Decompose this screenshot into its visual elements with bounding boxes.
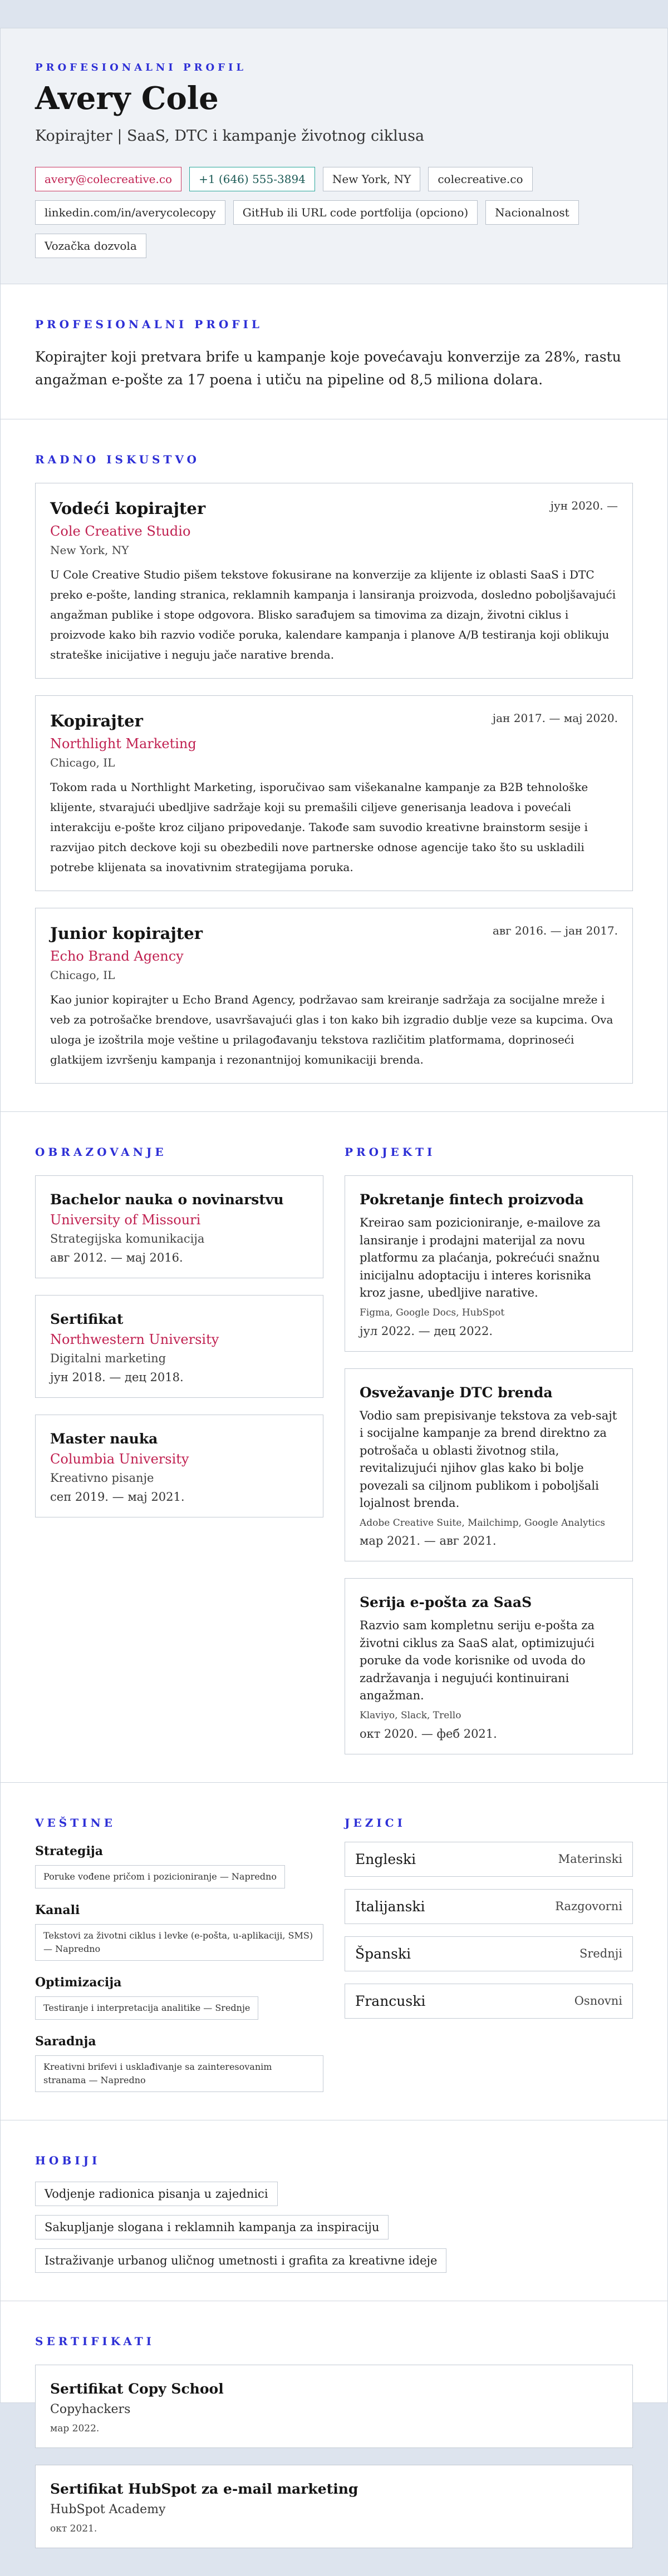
project-title: Serija e-pošta za SaaS (360, 1594, 532, 1611)
certificate-title: Sertifikat HubSpot za e-mail marketing (50, 2480, 358, 2497)
skill-item: Poruke vođene pričom i pozicioniranje — Napredno (35, 1865, 285, 1888)
education-card (35, 1295, 323, 1398)
education-dates: авг 2012. — мај 2016. (50, 1251, 183, 1265)
project-dates: јул 2022. — дец 2022. (360, 1324, 493, 1338)
hobby-list (35, 2182, 633, 2273)
linkedin-chip[interactable]: linkedin.com/in/averycolecopy (35, 200, 225, 225)
resume-page (0, 28, 668, 2534)
skill-category: Saradnja (35, 2034, 96, 2049)
skill-group (35, 1903, 323, 1961)
study-field: Digitalni marketing (50, 1352, 166, 1366)
profile-summary: Kopirajter koji pretvara brife u kampanje koje povećavaju konverzije za 28%, rastu angažman e-pošte za 17 poena i utiču na pipeline od 8,5 miliona dolara. (35, 348, 621, 388)
education-projects-section (1, 1112, 667, 1782)
project-card (345, 1368, 633, 1562)
project-title: Osvežavanje DTC brenda (360, 1384, 553, 1401)
language-row (345, 1842, 633, 1877)
person-name: Avery Cole (35, 80, 219, 117)
language-name: Francuski (355, 1992, 426, 2009)
project-tech: Klaviyo, Slack, Trello (360, 1709, 461, 1721)
education-heading: OBRAZOVANJE (35, 1145, 167, 1159)
education-dates: сеп 2019. — мај 2021. (50, 1490, 185, 1504)
language-level: Materinski (558, 1852, 622, 1866)
person-tagline: Kopirajter | SaaS, DTC i kampanje životnog ciklusa (35, 127, 425, 145)
hero-kicker: PROFESIONALNI PROFIL (35, 62, 247, 73)
job-location: Chicago, IL (50, 756, 115, 770)
job-location: Chicago, IL (50, 968, 115, 982)
certificate-card (35, 2365, 633, 2448)
language-name: Engleski (355, 1851, 416, 1867)
languages-heading: JEZICI (345, 1816, 406, 1830)
project-dates: мар 2021. — авг 2021. (360, 1534, 497, 1548)
skill-group (35, 1975, 323, 2020)
experience-card (35, 908, 633, 1084)
degree-title: Master nauka (50, 1431, 158, 1447)
project-card (345, 1175, 633, 1351)
certificates-section (1, 2301, 667, 2576)
education-card (35, 1415, 323, 1517)
website-chip[interactable]: colecreative.co (428, 167, 532, 191)
license-chip: Vozačka dozvola (35, 234, 146, 258)
hobby-item: Vodjenje radionica pisanja u zajednici (35, 2182, 278, 2206)
school-name: Northwestern University (50, 1332, 219, 1348)
language-name: Španski (355, 1945, 411, 1962)
job-dates: авг 2016. — јан 2017. (492, 924, 618, 938)
language-row (345, 1984, 633, 2019)
skill-item: Testiranje i interpretacija analitike — Srednje (35, 1996, 258, 2020)
project-description: Razvio sam kompletnu seriju e-pošta za životni ciklus za SaaS alat, optimizujući poruke da vode korisnike od uvoda do zadržavanja i negujući kontinuirani angažman. (360, 1619, 595, 1703)
job-dates: јан 2017. — мај 2020. (492, 711, 618, 725)
certificate-title: Sertifikat Copy School (50, 2380, 224, 2397)
certificate-date: окт 2021. (50, 2523, 97, 2534)
skill-category: Kanali (35, 1902, 80, 1917)
project-description: Kreirao sam pozicioniranje, e-mailove za lansiranje i prodajni materijal za novu platformu za plaćanja, pokrećući snažnu inicijalnu adoptaciju i interes korisnika kroz jasne, ubedljive narative. (360, 1216, 601, 1300)
education-dates: јун 2018. — дец 2018. (50, 1371, 184, 1385)
skills-heading: VEŠTINE (35, 1816, 116, 1830)
hobbies-heading: HOBIJI (35, 2153, 101, 2167)
hobbies-section (1, 2120, 667, 2301)
hero-section (1, 28, 667, 284)
job-title: Vodeći kopirajter (50, 499, 206, 518)
school-name: University of Missouri (50, 1212, 201, 1228)
skill-item: Kreativni brifevi i usklađivanje sa zainteresovanim stranama — Napredno (35, 2055, 323, 2092)
skill-group (35, 1844, 323, 1888)
project-description: Vodio sam prepisivanje tekstova za veb-sajt i socijalne kampanje za brend direktno za potrošača u oblasti životnog stila, revitalizujući njihov glas kako bi bolje povezali sa ciljnom publikom i poboljšali lojalnost brenda. (360, 1408, 617, 1510)
profile-heading: PROFESIONALNI PROFIL (35, 317, 263, 331)
phone-chip[interactable]: +1 (646) 555-3894 (189, 167, 315, 191)
nationality-chip: Nacionalnost (485, 200, 579, 225)
job-company: Echo Brand Agency (50, 948, 184, 965)
language-row (345, 1936, 633, 1971)
certificate-date: мар 2022. (50, 2422, 100, 2434)
hobby-item: Istraživanje urbanog uličnog umetnosti i grafita za kreativne ideje (35, 2248, 446, 2273)
job-company: Northlight Marketing (50, 736, 197, 752)
skills-languages-section (1, 1783, 667, 2120)
skill-item: Tekstovi za životni ciklus i levke (e-pošta, u-aplikaciji, SMS) — Napredno (35, 1924, 323, 1961)
github-chip[interactable]: GitHub ili URL code portfolija (opciono) (233, 200, 478, 225)
hobby-item: Sakupljanje slogana i reklamnih kampanja za inspiraciju (35, 2215, 389, 2239)
education-card (35, 1175, 323, 1278)
profile-section (1, 284, 667, 420)
experience-heading: RADNO ISKUSTVO (35, 453, 200, 467)
certificate-issuer: Copyhackers (50, 2402, 131, 2416)
project-tech: Figma, Google Docs, HubSpot (360, 1307, 505, 1318)
study-field: Strategijska komunikacija (50, 1232, 205, 1246)
job-description: Tokom rada u Northlight Marketing, isporučivao sam višekanalne kampanje za B2B tehnološke klijente, stvarajući ubedljive sadržaje koji su premašili ciljeve generisanja leadova i povećali interakciju e-pošte kroz ciljano pripovedanje. Takođe sam suvodio kreativne brainstorm sesije i razvijao pitch deckove koji su obezbedili nove partnerske odnose agencije tako što su uskladili potrebe klijenata sa inovativnim strategijama poruka. (50, 780, 588, 874)
project-tech: Adobe Creative Suite, Mailchimp, Google Analytics (360, 1517, 606, 1529)
job-dates: јун 2020. — (550, 499, 618, 513)
certificate-card (35, 2465, 633, 2548)
project-card (345, 1578, 633, 1754)
experience-card (35, 483, 633, 679)
language-level: Razgovorni (555, 1900, 622, 1914)
skill-category: Strategija (35, 1843, 104, 1858)
education-column (35, 1145, 323, 1754)
language-name: Italijanski (355, 1898, 425, 1915)
project-title: Pokretanje fintech proizvoda (360, 1191, 584, 1208)
degree-title: Bachelor nauka o novinarstvu (50, 1191, 284, 1208)
certificates-heading: SERTIFIKATI (35, 2334, 155, 2348)
email-chip[interactable]: avery@colecreative.co (35, 167, 181, 191)
degree-title: Sertifikat (50, 1311, 124, 1328)
job-description: U Cole Creative Studio pišem tekstove fokusirane na konverzije za klijente iz oblasti SaaS i DTC preko e-pošte, landing stranica, reklamnih kampanja i lansiranja proizvoda, dosledno poboljšavajući angažman publike i stope odgovora. Blisko sarađujem sa timovima za dizajn, životni ciklus i proizvode kako bih razvio vodiče poruka, kalendare kampanja i planove A/B testiranja koji oblikuju strateške inicijative i neguju jače narative brenda. (50, 568, 616, 662)
skill-group (35, 2034, 323, 2092)
job-title: Junior kopirajter (50, 924, 203, 943)
job-title: Kopirajter (50, 711, 143, 731)
projects-heading: PROJEKTI (345, 1145, 436, 1159)
contact-chips (35, 167, 633, 258)
school-name: Columbia University (50, 1451, 189, 1467)
job-company: Cole Creative Studio (50, 523, 191, 540)
languages-column (345, 1816, 633, 2092)
projects-column (345, 1145, 633, 1754)
language-level: Osnovni (574, 1994, 622, 2008)
language-level: Srednji (579, 1947, 622, 1961)
skills-column (35, 1816, 323, 2092)
location-chip: New York, NY (323, 167, 420, 191)
project-dates: окт 2020. — феб 2021. (360, 1727, 497, 1741)
certificate-issuer: HubSpot Academy (50, 2502, 166, 2516)
language-row (345, 1889, 633, 1924)
job-location: New York, NY (50, 543, 129, 557)
job-description: Kao junior kopirajter u Echo Brand Agency, podržavao sam kreiranje sadržaja za socijalne mreže i veb za potrošačke brendove, usavršavajući glas i ton kako bih izgradio dublje veze sa kupcima. Ova uloga je izoštrila moje veštine u prilagođavanju tekstova različitim platformama, doprinoseći glatkijem izvršenju kampanja i rezonantnijoj komunikaciji brenda. (50, 993, 613, 1067)
experience-card (35, 695, 633, 891)
study-field: Kreativno pisanje (50, 1471, 154, 1485)
experience-section (1, 419, 667, 1112)
skill-category: Optimizacija (35, 1975, 122, 1990)
